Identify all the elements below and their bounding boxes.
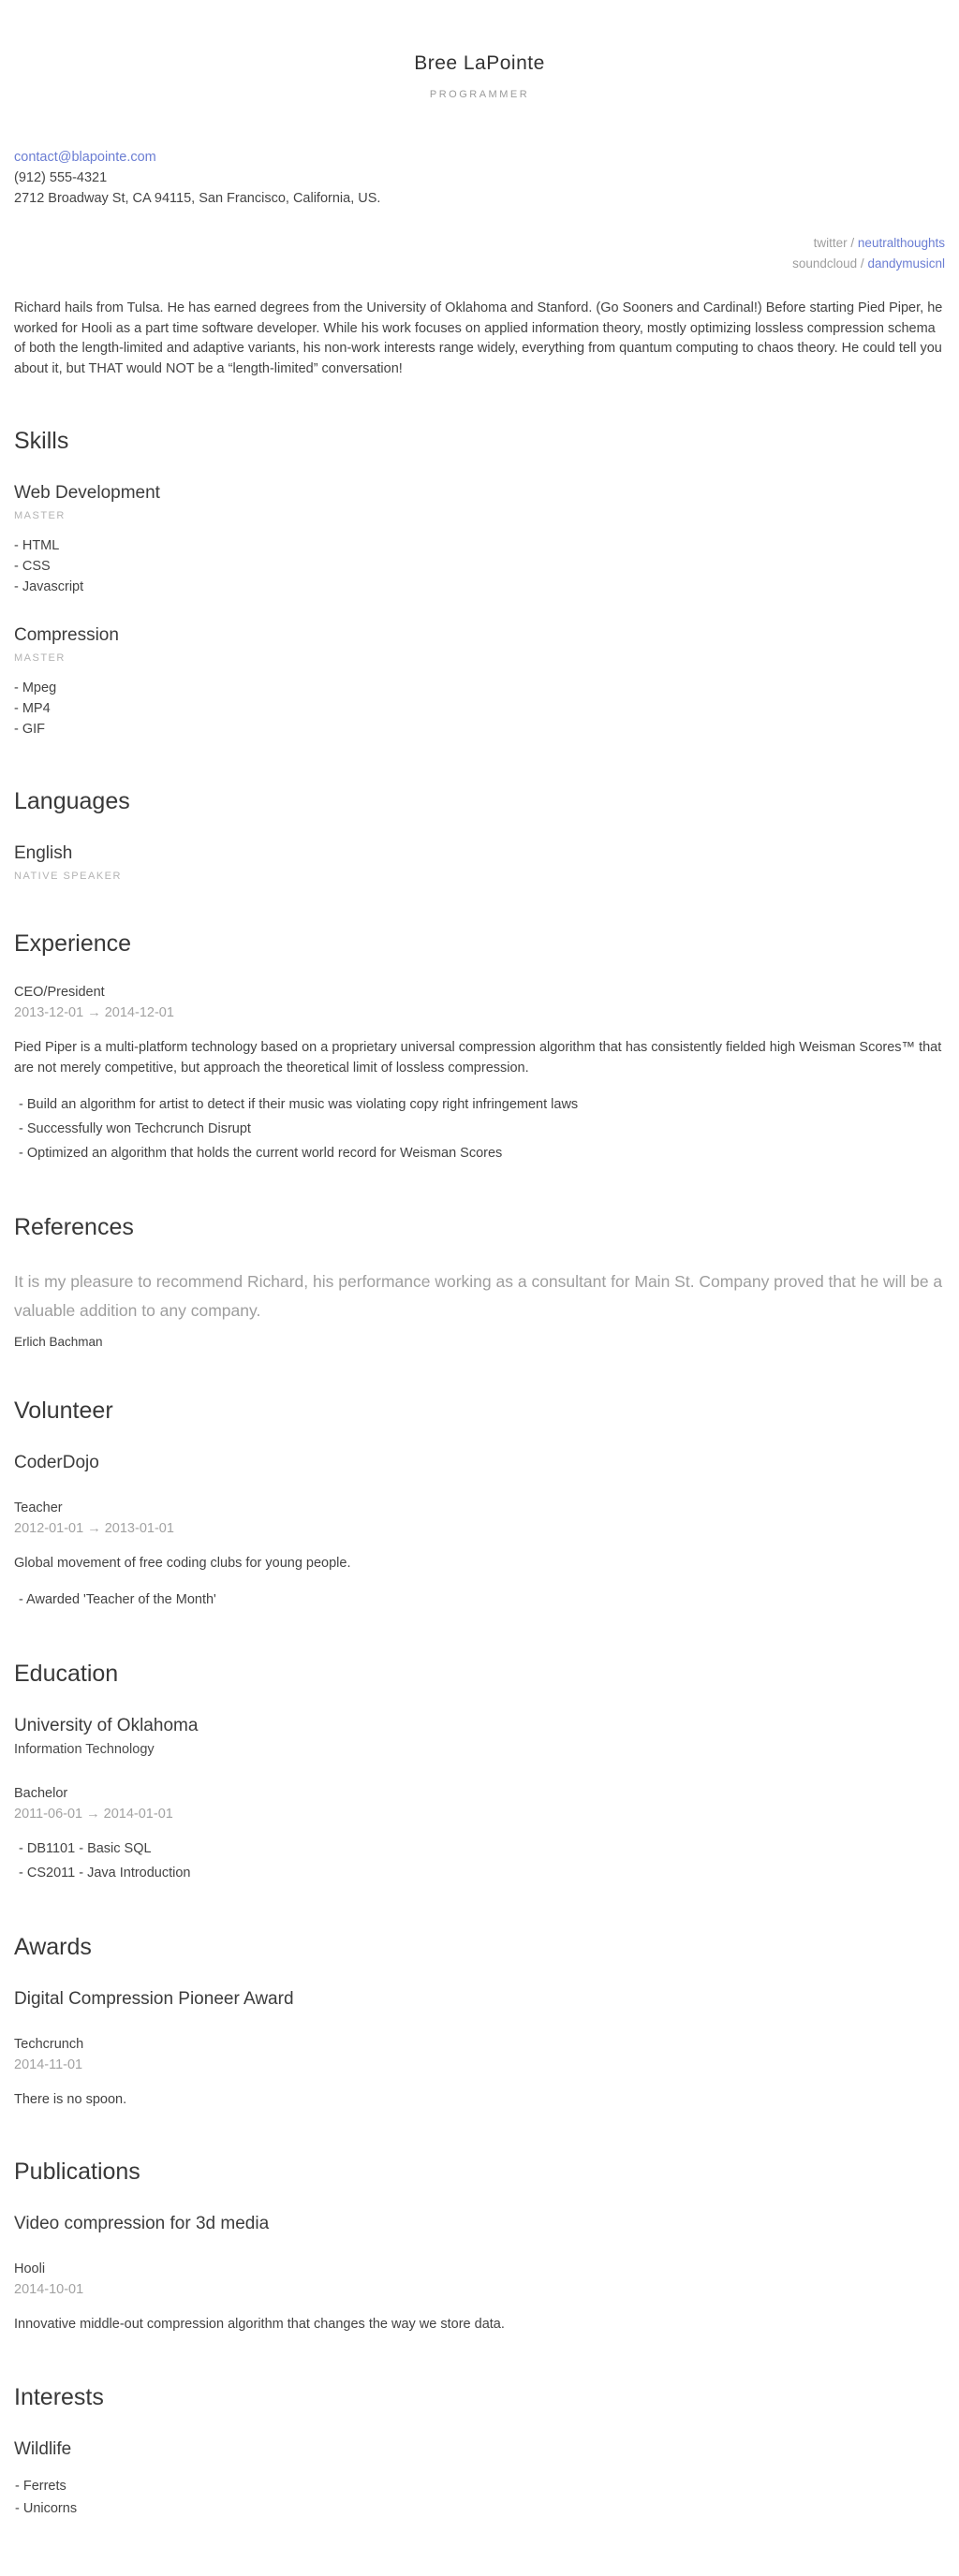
award-title: Digital Compression Pioneer Award	[14, 1988, 294, 2009]
publication-publisher: Hooli	[14, 2261, 46, 2276]
skill-level: MASTER	[14, 510, 66, 521]
job-highlight: - Optimized an algorithm that holds the current world record for Weisman Scores	[19, 1145, 503, 1161]
volunteer-highlight: - Awarded 'Teacher of the Month'	[19, 1591, 216, 1607]
section-references	[14, 1214, 945, 1349]
education-institution: University of Oklahoma	[14, 1715, 199, 1735]
job-dates: 2013-12-01 → 2014-12-01	[14, 1005, 174, 1020]
publication-summary: Innovative middle-out compression algorithm that changes the way we store data.	[14, 2317, 505, 2332]
skill-keyword: - GIF	[14, 722, 46, 737]
section-experience	[14, 930, 945, 1165]
skills-heading: Skills	[14, 428, 69, 454]
education-area: Information Technology	[14, 1741, 155, 1757]
skill-keyword: - Mpeg	[14, 681, 57, 695]
job-position: CEO/President	[14, 985, 105, 1000]
job-highlight: - Successfully won Techcrunch Disrupt	[19, 1120, 251, 1136]
education-study-type: Bachelor	[14, 1785, 68, 1801]
skill-keywords	[14, 678, 945, 739]
language-item	[14, 843, 945, 882]
skill-name: Compression	[14, 625, 119, 645]
interest-item	[14, 2439, 945, 2520]
education-course: - CS2011 - Java Introduction	[19, 1865, 191, 1881]
section-education	[14, 1661, 945, 1885]
language-fluency: NATIVE SPEAKER	[14, 871, 122, 882]
publication-date: 2014-10-01	[14, 2282, 84, 2297]
skill-keyword: - Javascript	[14, 579, 84, 594]
skill-item	[14, 483, 945, 597]
section-awards	[14, 1934, 945, 2111]
job-highlights	[14, 1092, 945, 1165]
education-item	[14, 1716, 945, 1885]
role-subtitle: PROGRAMMER	[429, 89, 530, 100]
contact-email-row	[14, 147, 945, 168]
volunteer-dates: 2012-01-01 → 2013-01-01	[14, 1520, 174, 1536]
reference-item	[14, 1267, 945, 1349]
reference-quote: It is my pleasure to recommend Richard, his performance working as a consultant for Main St. Company proved that he will be a valuable addition to any company.	[14, 1271, 943, 1320]
award-summary: There is no spoon.	[14, 2091, 127, 2107]
twitter-profile-link[interactable]: neutralthoughts	[857, 236, 945, 250]
section-languages	[14, 788, 945, 882]
volunteer-summary: Global movement of free coding clubs for young people.	[14, 1555, 351, 1571]
volunteer-item	[14, 1453, 945, 1612]
volunteer-highlights	[14, 1588, 945, 1612]
skill-keywords	[14, 535, 945, 597]
award-awarder: Techcrunch	[14, 2036, 84, 2052]
skill-keyword: - MP4	[14, 701, 51, 716]
profile-twitter	[14, 233, 945, 254]
soundcloud-profile-link[interactable]: dandymusicnl	[867, 256, 945, 271]
skill-level: MASTER	[14, 652, 66, 664]
languages-heading: Languages	[14, 788, 130, 814]
soundcloud-network-label: soundcloud /	[792, 256, 864, 271]
address: 2712 Broadway St, CA 94115, San Francisco, California, US.	[14, 191, 381, 206]
social-profiles	[14, 233, 945, 274]
interest-keyword: - Ferrets	[15, 2478, 66, 2494]
experience-heading: Experience	[14, 930, 132, 957]
volunteer-heading: Volunteer	[14, 1397, 113, 1424]
job-summary: Pied Piper is a multi-platform technology based on a proprietary universal compression algorithm that has consistently fielded high Weisman Scores™ that are not merely competitive, but approach the theoretical limit of lossless compression.	[14, 1040, 942, 1076]
section-publications	[14, 2159, 945, 2335]
email-link[interactable]: contact@blapointe.com	[14, 150, 156, 165]
profile-soundcloud	[14, 254, 945, 274]
interest-keyword: - Unicorns	[15, 2500, 78, 2516]
interest-keywords	[14, 2475, 945, 2520]
interest-name: Wildlife	[14, 2438, 72, 2459]
publication-name: Video compression for 3d media	[14, 2214, 270, 2233]
education-courses	[14, 1837, 945, 1885]
twitter-network-label: twitter /	[813, 236, 855, 250]
skill-item	[14, 625, 945, 739]
section-volunteer	[14, 1398, 945, 1612]
interests-heading: Interests	[14, 2383, 104, 2410]
education-dates: 2011-06-01 → 2014-01-01	[14, 1806, 173, 1822]
education-heading: Education	[14, 1660, 119, 1687]
education-course: - DB1101 - Basic SQL	[19, 1840, 152, 1856]
contact-block	[14, 147, 945, 209]
page-title: Bree LaPointe	[414, 52, 545, 74]
section-interests	[14, 2384, 945, 2520]
section-skills	[14, 428, 945, 739]
experience-item	[14, 984, 945, 1165]
award-date: 2014-11-01	[14, 2056, 83, 2072]
publication-item	[14, 2214, 945, 2335]
award-item	[14, 1989, 945, 2111]
job-highlight: - Build an algorithm for artist to detect if their music was violating copy right infringement laws	[19, 1096, 579, 1112]
skill-name: Web Development	[14, 483, 160, 503]
publications-heading: Publications	[14, 2159, 140, 2185]
about-summary: Richard hails from Tulsa. He has earned degrees from the University of Oklahoma and Stanford. (Go Sooners and Cardinal!) Before starting Pied Piper, he worked for Hooli as a part time software developer. While his work focuses on applied information theory, mostly optimizing lossless compression schema of both the length-limited and adaptive variants, his non-work interests range widely, everything from quantum computing to chaos theory. He could tell you about it, but THAT would NOT be a “length-limited” conversation!	[14, 300, 943, 376]
volunteer-position: Teacher	[14, 1500, 63, 1515]
references-heading: References	[14, 1213, 134, 1240]
volunteer-organization: CoderDojo	[14, 1452, 99, 1472]
phone-number: (912) 555-4321	[14, 170, 108, 185]
reference-name: Erlich Bachman	[14, 1334, 103, 1349]
awards-heading: Awards	[14, 1933, 92, 1960]
skill-keyword: - HTML	[14, 538, 60, 553]
language-name: English	[14, 843, 73, 863]
skill-keyword: - CSS	[14, 559, 51, 574]
